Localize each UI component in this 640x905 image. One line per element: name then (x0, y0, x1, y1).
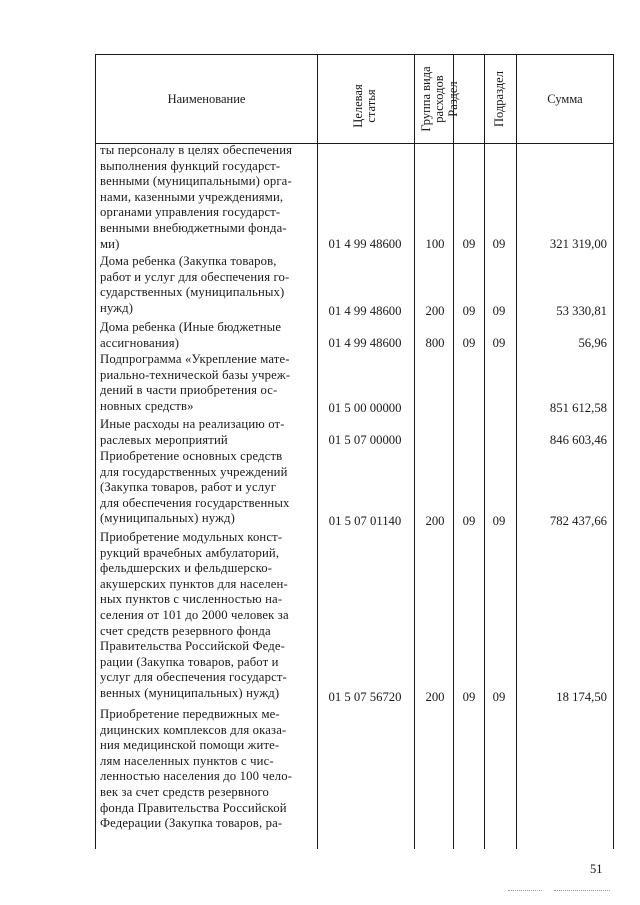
column-divider (484, 54, 485, 849)
column-divider (453, 54, 454, 849)
row-subsection: 09 (492, 336, 506, 350)
row-section: 09 (462, 690, 476, 704)
header-sum: Сумма (547, 92, 583, 106)
header-section: Раздел (446, 81, 460, 117)
row-name: Подпрограмма «Укрепление мате- риально-технической базы учреж- дений в части приобретения ос- новных средств» (100, 352, 291, 413)
row-sum: 53 330,81 (556, 304, 607, 318)
row-group: 800 (425, 336, 445, 350)
row-name: Дома ребенка (Иные бюджетные ассигнования) (100, 320, 282, 350)
column-divider (516, 54, 517, 849)
column-divider (95, 54, 96, 849)
scan-mark (508, 890, 542, 891)
row-section: 09 (462, 304, 476, 318)
column-divider (414, 54, 415, 849)
row-code: 01 4 99 48600 (328, 336, 402, 350)
header-name: Наименование (167, 92, 246, 106)
page-number: 51 (590, 862, 603, 876)
row-subsection: 09 (492, 690, 506, 704)
row-sum: 846 603,46 (549, 433, 607, 447)
row-subsection: 09 (492, 304, 506, 318)
column-divider (317, 54, 318, 849)
row-code: 01 5 07 56720 (328, 690, 402, 704)
row-code: 01 4 99 48600 (328, 237, 402, 251)
column-divider (613, 54, 614, 849)
row-code: 01 5 07 01140 (328, 514, 402, 528)
row-sum: 851 612,58 (549, 401, 607, 415)
row-group: 200 (425, 514, 445, 528)
row-subsection: 09 (492, 514, 506, 528)
row-subsection: 09 (492, 237, 506, 251)
scan-mark (554, 890, 610, 891)
row-group: 200 (425, 690, 445, 704)
table-top-border (95, 54, 614, 55)
row-sum: 321 319,00 (549, 237, 607, 251)
row-code: 01 5 00 00000 (328, 401, 402, 415)
row-name: Приобретение передвижных ме- дицинских комплексов для оказа- ния медицинской помощи жите- лям населенных пунктов с чис- ленностью населения до 100 чело- век за счет средств резервного фонда Правительства Российской Федерации (Закупка товаров, ра- (100, 707, 293, 831)
row-code: 01 4 99 48600 (328, 304, 402, 318)
row-code: 01 5 07 00000 (328, 433, 402, 447)
row-section: 09 (462, 237, 476, 251)
header-code: Целевая статья (351, 84, 378, 128)
row-name: Приобретение основных средств для государственных учреждений (Закупка товаров, работ и услуг для обеспечения государственных (муниципальных) нужд) (100, 449, 290, 526)
row-section: 09 (462, 514, 476, 528)
row-sum: 18 174,50 (556, 690, 607, 704)
row-section: 09 (462, 336, 476, 350)
row-group: 100 (425, 237, 445, 251)
row-name: ты персоналу в целях обеспечения выполнения функций государст- венными (муниципальными) орга- нами, казенными учреждениями, органами управления государст- венными внебюджетными фонда- ми) (100, 143, 293, 251)
row-name: Иные расходы на реализацию от- раслевых мероприятий (100, 417, 285, 447)
row-sum: 782 437,66 (549, 514, 607, 528)
row-sum: 56,96 (578, 336, 607, 350)
row-name: Приобретение модульных конст- рукций врачебных амбулаторий, фельдшерских и фельдшерско- акушерских пунктов для населен- ных пунктов с численностью на- селения от 101 до 2000 человек за счет средств резервного фонда Правительства Российской Феде- рации (Закупка товаров, работ и услуг для обеспечения государст- венных (муниципальных) нужд) (100, 530, 289, 700)
row-group: 200 (425, 304, 445, 318)
header-group: Группа вида расходов (419, 66, 446, 132)
header-subsection: Подраздел (492, 71, 506, 127)
row-name: Дома ребенка (Закупка товаров, работ и услуг для обеспечения го- сударственных (муниципальных) нужд) (100, 254, 290, 315)
